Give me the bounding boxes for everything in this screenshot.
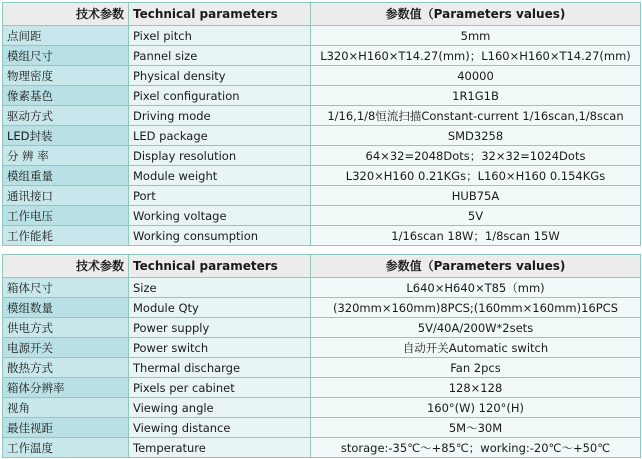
header-en: Technical parameters — [129, 3, 311, 26]
row-value: 1/16scan 18W；1/8scan 15W — [311, 226, 641, 246]
table-row — [3, 46, 641, 66]
row-label-cn: 工作温度 — [3, 438, 129, 458]
table-row — [3, 318, 641, 338]
row-label-en: Pannel size — [129, 46, 311, 66]
row-value: 自动开关Automatic switch — [311, 338, 641, 358]
table-row — [3, 126, 641, 146]
row-value: 160°(W) 120°(H) — [311, 398, 641, 418]
row-value: 128×128 — [311, 378, 641, 398]
row-value: L320×H160×T14.27(mm)；L160×H160×T14.27(mm) — [311, 46, 641, 66]
row-label-en: Pixel pitch — [129, 26, 311, 46]
row-label-en: Physical density — [129, 66, 311, 86]
row-value: storage:-35℃～+85℃；working:-20℃～+50℃ — [311, 438, 641, 458]
table-row — [3, 86, 641, 106]
row-label-cn: 模组尺寸 — [3, 46, 129, 66]
row-label-en: Viewing angle — [129, 398, 311, 418]
table-row — [3, 438, 641, 458]
row-label-en: Viewing distance — [129, 418, 311, 438]
row-label-en: Size — [129, 278, 311, 298]
row-label-en: Module Qty — [129, 298, 311, 318]
table-row — [3, 166, 641, 186]
header-values: 参数值（Parameters values) — [311, 255, 641, 278]
row-label-en: Display resolution — [129, 146, 311, 166]
row-value: Fan 2pcs — [311, 358, 641, 378]
table-row — [3, 278, 641, 298]
table-row — [3, 146, 641, 166]
row-label-cn: 箱体尺寸 — [3, 278, 129, 298]
row-label-cn: 分 辨 率 — [3, 146, 129, 166]
table-row — [3, 418, 641, 438]
row-value: 1R1G1B — [311, 86, 641, 106]
row-label-cn: 供电方式 — [3, 318, 129, 338]
row-value: 1/16,1/8恒流扫描Constant-current 1/16scan,1/8scan — [311, 106, 641, 126]
row-label-cn: 散热方式 — [3, 358, 129, 378]
row-label-en: Port — [129, 186, 311, 206]
table-row — [3, 66, 641, 86]
row-value: 64×32=2048Dots；32×32=1024Dots — [311, 146, 641, 166]
row-label-cn: 模组重量 — [3, 166, 129, 186]
row-label-cn: 视角 — [3, 398, 129, 418]
row-value: L320×H160 0.21KGs；L160×H160 0.154KGs — [311, 166, 641, 186]
row-label-cn: 工作能耗 — [3, 226, 129, 246]
table-row — [3, 378, 641, 398]
row-value: 5V/40A/200W*2sets — [311, 318, 641, 338]
table-row — [3, 338, 641, 358]
row-value: HUB75A — [311, 186, 641, 206]
header-values: 参数值（Parameters values) — [311, 3, 641, 26]
row-label-cn: 驱动方式 — [3, 106, 129, 126]
row-label-en: LED package — [129, 126, 311, 146]
row-label-cn: 模组数量 — [3, 298, 129, 318]
table-row — [3, 298, 641, 318]
table-row — [3, 226, 641, 246]
row-label-cn: 物理密度 — [3, 66, 129, 86]
table-row — [3, 206, 641, 226]
row-label-en: Working consumption — [129, 226, 311, 246]
row-label-cn: 最佳视距 — [3, 418, 129, 438]
table-row — [3, 26, 641, 46]
row-label-en: Module weight — [129, 166, 311, 186]
header-cn: 技术参数 — [3, 255, 129, 278]
technical-parameters-table-1 — [2, 2, 641, 246]
row-label-en: Driving mode — [129, 106, 311, 126]
row-label-en: Thermal discharge — [129, 358, 311, 378]
header-cn: 技术参数 — [3, 3, 129, 26]
table-row — [3, 106, 641, 126]
technical-parameters-table-2 — [2, 254, 641, 458]
row-label-en: Power switch — [129, 338, 311, 358]
header-en: Technical parameters — [129, 255, 311, 278]
row-label-cn: 工作电压 — [3, 206, 129, 226]
table-header-row — [3, 3, 641, 26]
table-row — [3, 186, 641, 206]
row-label-en: Pixels per cabinet — [129, 378, 311, 398]
row-label-cn: 像素基色 — [3, 86, 129, 106]
table-row — [3, 358, 641, 378]
row-label-en: Power supply — [129, 318, 311, 338]
row-value: 5mm — [311, 26, 641, 46]
row-label-en: Temperature — [129, 438, 311, 458]
row-label-en: Pixel configuration — [129, 86, 311, 106]
row-label-cn: 电源开关 — [3, 338, 129, 358]
row-label-cn: 箱体分辨率 — [3, 378, 129, 398]
row-label-cn: 点间距 — [3, 26, 129, 46]
row-label-cn: LED封装 — [3, 126, 129, 146]
row-value: 5V — [311, 206, 641, 226]
table-row — [3, 398, 641, 418]
row-value: SMD3258 — [311, 126, 641, 146]
table-header-row — [3, 255, 641, 278]
row-value: L640×H640×T85（mm) — [311, 278, 641, 298]
row-value: 40000 — [311, 66, 641, 86]
row-label-en: Working voltage — [129, 206, 311, 226]
row-value: 5M～30M — [311, 418, 641, 438]
row-label-cn: 通讯接口 — [3, 186, 129, 206]
row-value: (320mm×160mm)8PCS;(160mm×160mm)16PCS — [311, 298, 641, 318]
